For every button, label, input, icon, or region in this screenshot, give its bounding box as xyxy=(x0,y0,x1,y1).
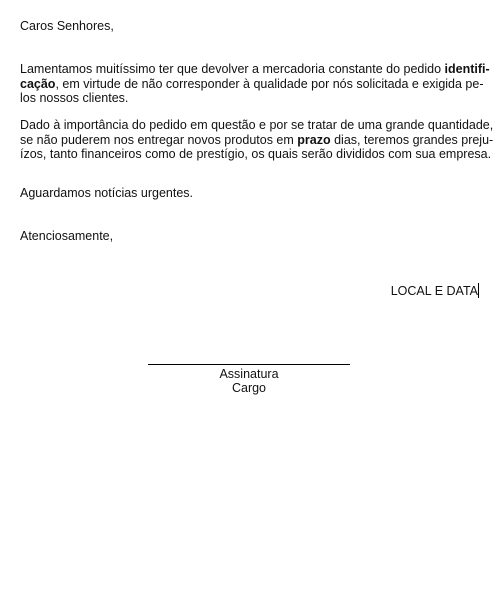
paragraph1-line1-text: Lamentamos muitíssimo ter que devolver a mercadoria constante do pedido xyxy=(20,62,442,76)
paragraph2-line2-text-start: se não puderem nos entregar novos produtos em xyxy=(20,133,294,147)
signature-label: Assinatura xyxy=(219,367,279,381)
paragraph2-line2 xyxy=(20,133,494,147)
paragraph2-line3: ízos, tanto financeiros como de prestígio, os quais serão divididos com sua empresa. xyxy=(20,147,492,161)
paragraph2-line1: Dado à importância do pedido em questão e por se tratar de uma grande quantidade, xyxy=(20,118,494,132)
paragraph2-line2-text-end: dias, teremos grandes preju- xyxy=(334,133,494,147)
paragraph1-line2 xyxy=(20,77,484,91)
paragraph1-bold-word-start: identifi- xyxy=(444,62,490,76)
closing-line: Atenciosamente, xyxy=(20,229,114,243)
place-date-field[interactable] xyxy=(391,283,479,298)
greeting: Caros Senhores, xyxy=(20,19,114,33)
signature-line xyxy=(148,364,350,365)
paragraph1-line2-text: , em virtude de não corresponder à qualidade por nós solicitada e exigida pe- xyxy=(55,77,484,91)
paragraph1-line1 xyxy=(20,62,490,76)
text-cursor xyxy=(478,283,479,298)
paragraph2-bold-word: prazo xyxy=(297,133,331,147)
waiting-line: Aguardamos notícias urgentes. xyxy=(20,186,194,200)
paragraph1-bold-word-end: cação xyxy=(20,77,56,91)
paragraph1-line3: los nossos clientes. xyxy=(20,91,129,105)
place-date-text: LOCAL E DATA xyxy=(390,284,478,298)
signature-role: Cargo xyxy=(231,381,267,395)
